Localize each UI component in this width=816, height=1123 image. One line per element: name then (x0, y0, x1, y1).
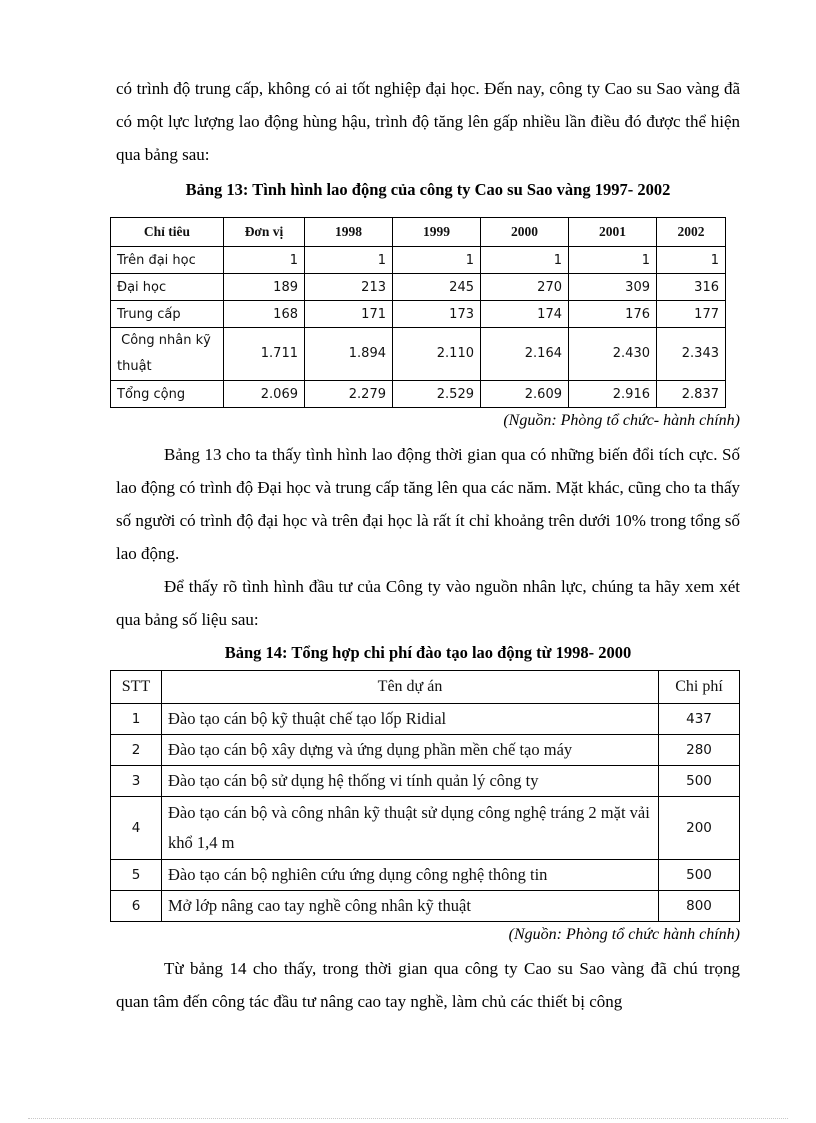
cell-value: 2.069 (224, 381, 305, 408)
cell-value: 176 (569, 301, 657, 328)
table-row (111, 797, 740, 860)
row-stt: 3 (111, 766, 162, 797)
cell-value: 2.837 (657, 381, 726, 408)
table13-caption: Bảng 13: Tình hình lao động của công ty Cao su Sao vàng 1997- 2002 (185, 180, 671, 199)
cell-value: 1 (224, 247, 305, 274)
training-cost-table (110, 670, 740, 922)
row-project-name: Đào tạo cán bộ và công nhân kỹ thuật sử dụng công nghệ tráng 2 mặt vải khổ 1,4 m (162, 797, 659, 860)
row-cost: 500 (659, 860, 740, 891)
cell-value: 2.430 (569, 328, 657, 381)
row-label: Tổng cộng (111, 381, 224, 408)
cell-value: 173 (393, 301, 481, 328)
cell-value: 2.609 (481, 381, 569, 408)
cell-value: 1 (657, 247, 726, 274)
table13-source: (Nguồn: Phòng tổ chức- hành chính) (503, 412, 740, 429)
table-row (111, 860, 740, 891)
page-bottom-divider (28, 1118, 788, 1119)
cell-value: 1 (305, 247, 393, 274)
row-project-name: Mở lớp nâng cao tay nghề công nhân kỹ thuật (162, 891, 659, 922)
table-row (111, 247, 726, 274)
intro-paragraph: có trình độ trung cấp, không có ai tốt nghiệp đại học. Đến nay, công ty Cao su Sao vàng đã có một lực lượng lao động hùng hậu, trình độ tăng lên gấp nhiều lần điều đó được thể hiện qua bảng sau: (116, 79, 740, 164)
cell-value: 1 (569, 247, 657, 274)
row-cost: 200 (659, 797, 740, 860)
cell-value: 168 (224, 301, 305, 328)
col-header-indicator: Chỉ tiêu (111, 218, 224, 247)
cell-value: 213 (305, 274, 393, 301)
row-label: Trên đại học (111, 247, 224, 274)
row-stt: 5 (111, 860, 162, 891)
document-page (116, 72, 740, 1018)
row-stt: 4 (111, 797, 162, 860)
table14-source: (Nguồn: Phòng tổ chức hành chính) (508, 926, 740, 943)
row-cost: 437 (659, 704, 740, 735)
col-header-stt: STT (111, 671, 162, 704)
cell-value: 1 (393, 247, 481, 274)
table-row (111, 381, 726, 408)
cell-value: 270 (481, 274, 569, 301)
table14-caption: Bảng 14: Tổng hợp chi phí đào tạo lao động từ 1998- 2000 (224, 643, 632, 662)
cell-value: 2.164 (481, 328, 569, 381)
analysis13-paragraph: Bảng 13 cho ta thấy tình hình lao động thời gian qua có những biến đổi tích cực. Số lao động có trình độ Đại học và trung cấp tăng lên qua các năm. Mặt khác, cũng cho ta thấy số người có trình độ đại học và trên đại học là rất ít chỉ khoảng trên dưới 10% trong tổng số lao động. (116, 445, 740, 563)
cell-value: 2.110 (393, 328, 481, 381)
table-row (111, 274, 726, 301)
cell-value: 245 (393, 274, 481, 301)
table-row (111, 328, 726, 381)
cell-value: 174 (481, 301, 569, 328)
row-project-name: Đào tạo cán bộ sử dụng hệ thống vi tính quản lý công ty (162, 766, 659, 797)
table-row (111, 704, 740, 735)
col-header-project: Tên dự án (162, 671, 659, 704)
col-header-2002: 2002 (657, 218, 726, 247)
col-header-unit: Đơn vị (224, 218, 305, 247)
row-cost: 800 (659, 891, 740, 922)
analysis14-paragraph: Từ bảng 14 cho thấy, trong thời gian qua công ty Cao su Sao vàng đã chú trọng quan tâm đến công tác đầu tư nâng cao tay nghề, làm chủ các thiết bị công (116, 959, 740, 1011)
row-label: Công nhân kỹ thuật (111, 328, 224, 381)
row-project-name: Đào tạo cán bộ xây dựng và ứng dụng phần mền chế tạo máy (162, 735, 659, 766)
col-header-2000: 2000 (481, 218, 569, 247)
table-row (111, 301, 726, 328)
table-row (111, 766, 740, 797)
row-cost: 500 (659, 766, 740, 797)
row-stt: 2 (111, 735, 162, 766)
cell-value: 1 (481, 247, 569, 274)
lead14-paragraph: Để thấy rõ tình hình đầu tư của Công ty vào nguồn nhân lực, chúng ta hãy xem xét qua bảng số liệu sau: (116, 577, 740, 629)
cell-value: 2.279 (305, 381, 393, 408)
cell-value: 309 (569, 274, 657, 301)
cell-value: 2.916 (569, 381, 657, 408)
labor-table (110, 217, 726, 408)
cell-value: 2.529 (393, 381, 481, 408)
table-header-row (111, 218, 726, 247)
table-row (111, 891, 740, 922)
row-label: Đại học (111, 274, 224, 301)
cell-value: 171 (305, 301, 393, 328)
cell-value: 189 (224, 274, 305, 301)
col-header-1999: 1999 (393, 218, 481, 247)
cell-value: 177 (657, 301, 726, 328)
table-header-row (111, 671, 740, 704)
row-stt: 6 (111, 891, 162, 922)
row-cost: 280 (659, 735, 740, 766)
cell-value: 1.711 (224, 328, 305, 381)
table-row (111, 735, 740, 766)
row-stt: 1 (111, 704, 162, 735)
row-project-name: Đào tạo cán bộ kỹ thuật chế tạo lốp Ridial (162, 704, 659, 735)
cell-value: 1.894 (305, 328, 393, 381)
col-header-cost: Chi phí (659, 671, 740, 704)
cell-value: 2.343 (657, 328, 726, 381)
col-header-2001: 2001 (569, 218, 657, 247)
cell-value: 316 (657, 274, 726, 301)
row-label: Trung cấp (111, 301, 224, 328)
row-project-name: Đào tạo cán bộ nghiên cứu ứng dụng công nghệ thông tin (162, 860, 659, 891)
col-header-1998: 1998 (305, 218, 393, 247)
